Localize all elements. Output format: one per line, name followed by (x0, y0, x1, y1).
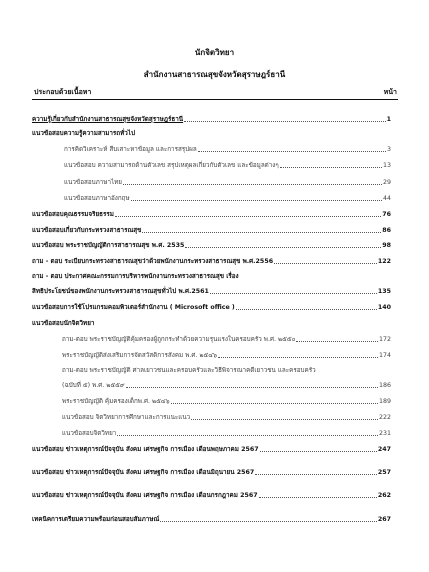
toc-entry: แนวข้อสอบ จิตวิทยาการศึกษาและการแนะแนว 222 (62, 414, 391, 421)
toc-entry-line: ถาม-ตอบ พระราชบัญญัติ ศาลเยาวชนและครอบครัวและวิธีพิจารณาคดีเยาวชน และครอบครัว (62, 367, 316, 374)
toc-entry: ถาม - ตอบ ระเบียบกระทรวงสาธารณสุขว่าด้วยพนักงานกระทรวงสาธารณสุข พ.ศ.2556 122 (32, 258, 391, 265)
toc-entry: แนวข้อสอบ ข่าวเหตุการณ์ปัจจุบัน สังคม เศรษฐกิจ การเมือง เดือนกรกฎาคม 2567 262 (32, 492, 391, 499)
toc-entry: สิทธิประโยชน์ของพนักงานกระทรวงสาธารณสุขทั่วไป พ.ศ.2561 135 (32, 288, 391, 295)
toc-entry: แนวข้อสอบ พระราชบัญญัติการสาธารณสุข พ.ศ. 2535 98 (32, 242, 391, 249)
toc-header-page: หน้า (383, 88, 397, 96)
toc-entry-line: ถาม - ตอบ ประกาศคณะกรรมการบริหารพนักงานกระทรวงสาธารณสุข เรื่อง (32, 273, 239, 280)
toc-entry: ความรู้เกี่ยวกับสำนักงานสาธารณสุขจังหวัดสุราษฎร์ธานี 1 (32, 116, 391, 123)
toc-entry: เทคนิคการเตรียมความพร้อมก่อนสอบสัมภาษณ์ 267 (32, 516, 391, 523)
toc-entry: แนวข้อสอบภาษาอังกฤษ 44 (64, 195, 391, 202)
toc-entry: แนวข้อสอบคุณธรรมจริยธรรม 76 (32, 211, 391, 218)
toc-entry: แนวข้อสอบ ความสามารถด้านตัวเลข สรุปเหตุผลเกี่ยวกับตัวเลข และข้อมูลต่างๆ 13 (64, 162, 391, 169)
toc-entry: (ฉบับที่ ๕) พ.ศ. ๒๕๕๙ 186 (62, 382, 391, 389)
toc-entry: แนวข้อสอบ ข่าวเหตุการณ์ปัจจุบัน สังคม เศรษฐกิจ การเมือง เดือนพฤษภาคม 2567 247 (32, 446, 391, 453)
toc-entry: แนวข้อสอบเกี่ยวกับกระทรวงสาธารณสุข 86 (32, 227, 391, 234)
document-title: นักจิตวิทยา (194, 48, 235, 57)
toc-entry: พระราชบัญญัติส่งเสริมการจัดสวัสดิการสังคม พ.ศ. ๒๕๔๖ 174 (62, 352, 391, 359)
toc-entry: แนวข้อสอบ ข่าวเหตุการณ์ปัจจุบัน สังคม เศรษฐกิจ การเมือง เดือนมิถุนายน 2567 257 (32, 469, 391, 476)
toc-header-contents: ประกอบด้วยเนื้อหา (34, 88, 92, 96)
toc-entry: แนวข้อสอบการใช้โปรแกรมคอมพิวเตอร์สำนักงาน ( Microsoft office ) 140 (32, 304, 391, 311)
toc-entry: การคิดวิเคราะห์ สืบเสาะหาข้อมูล และการสรุปผล 3 (64, 146, 391, 153)
header-divider (32, 99, 398, 100)
toc-entry: แนวข้อสอบภาษาไทย 29 (64, 179, 391, 186)
toc-section-heading: แนวข้อสอบนักจิตวิทยา (32, 320, 95, 327)
toc-entry: พระราชบัญญัติ คุ้มครองเด็กพ.ศ. ๒๕๔๖ 189 (62, 398, 391, 405)
toc-section-heading: แนวข้อสอบความรู้ความสามารถทั่วไป (32, 130, 135, 137)
document-subtitle: สำนักงานสาธารณสุขจังหวัดสุราษฎร์ธานี (143, 70, 286, 79)
toc-entry: แนวข้อสอบจิตวิทยา 231 (62, 430, 391, 437)
toc-entry: ถาม-ตอบ พระราชบัญญัติคุ้มครองผู้ถูกกระทำด้วยความรุนแรงในครอบครัว พ.ศ. ๒๕๕๐ 172 (62, 336, 391, 343)
